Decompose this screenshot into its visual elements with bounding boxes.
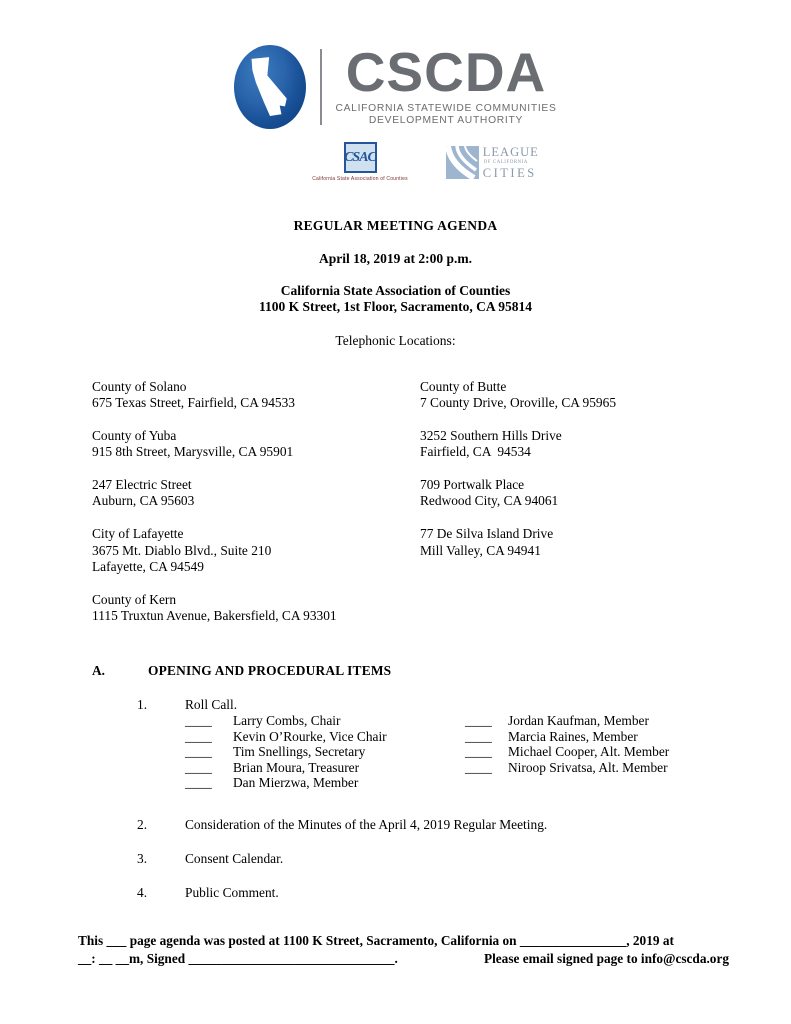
roll-call-blank: ____ <box>465 713 492 728</box>
roll-call-blank: ____ <box>185 713 212 728</box>
cscda-wordmark-block <box>335 41 557 127</box>
location-block: County of Solano 675 Texas Street, Fairfield, CA 94533 <box>92 379 295 411</box>
csac-logo <box>312 142 408 182</box>
location-block: County of Yuba 915 8th Street, Marysville, CA 95901 <box>92 428 294 460</box>
roll-call-blank: ____ <box>185 775 212 791</box>
league-line3: CITIES <box>482 166 537 181</box>
roll-call-row: ____ Tim Snellings, Secretary ____ Michael Cooper, Alt. Member <box>185 744 670 760</box>
section-letter: A. <box>92 663 106 678</box>
roll-call-blank: ____ <box>185 728 212 744</box>
roll-call-list <box>92 713 736 791</box>
agenda-item-2: 2. Consideration of the Minutes of the April 4, 2019 Regular Meeting. <box>137 816 548 832</box>
location-block: 247 Electric Street Auburn, CA 95603 <box>92 477 195 509</box>
league-swoosh-icon <box>446 146 479 179</box>
locations-left-column <box>92 379 420 641</box>
posting-line2-signed: __: __ __m, Signed _______________________________. <box>78 950 398 966</box>
cscda-tagline-line2: DEVELOPMENT AUTHORITY <box>368 115 524 126</box>
roll-call-row: ____ Brian Moura, Treasurer ____ Niroop Srivatsa, Alt. Member <box>185 759 668 775</box>
roll-call-blank: ____ <box>465 759 492 775</box>
agenda-item-1: 1. Roll Call. <box>137 697 238 712</box>
csac-acronym: CSAC <box>344 149 376 165</box>
venue-line1: California State Association of Counties <box>280 283 511 298</box>
section-title: OPENING AND PROCEDURAL ITEMS <box>148 663 392 678</box>
league-text <box>483 146 539 180</box>
roll-call-row: ____ Larry Combs, Chair ____ Jordan Kaufman, Member <box>185 713 649 728</box>
cscda-wordmark: CSCDA <box>345 41 547 103</box>
cscda-logo <box>234 41 557 129</box>
california-globe-icon <box>234 45 306 129</box>
meeting-venue <box>0 283 791 315</box>
roll-call-blank: ____ <box>465 728 492 744</box>
telephonic-locations <box>92 379 736 641</box>
agenda-item-4: 4. Public Comment. <box>137 884 279 900</box>
roll-call-row: ____ Dan Mierzwa, Member <box>185 775 359 791</box>
league-logo <box>446 146 539 180</box>
agenda-item-3: 3. Consent Calendar. <box>137 850 284 866</box>
page-title: REGULAR MEETING AGENDA <box>293 218 498 233</box>
posting-line1: This ___ page agenda was posted at 1100 K Street, Sacramento, California on ________________, 2019 at <box>78 933 674 948</box>
posting-notice <box>78 932 729 967</box>
section-heading <box>92 663 736 679</box>
roll-call-blank: ____ <box>185 744 212 760</box>
location-block: City of Lafayette 3675 Mt. Diablo Blvd., Suite 210 Lafayette, CA 94549 <box>92 526 272 574</box>
posting-line2-email: Please email signed page to info@cscda.org <box>483 950 729 966</box>
roll-call-blank: ____ <box>465 744 492 760</box>
league-line2: OF CALIFORNIA <box>483 159 528 165</box>
cscda-tagline <box>335 103 556 127</box>
venue-line2: 1100 K Street, 1st Floor, Sacramento, CA 95814 <box>259 299 532 314</box>
location-block: County of Kern 1115 Truxtun Avenue, Bakersfield, CA 93301 <box>92 591 337 623</box>
location-block: 709 Portwalk Place Redwood City, CA 94061 <box>420 477 559 509</box>
location-block: 77 De Silva Island Drive Mill Valley, CA 94941 <box>420 526 554 558</box>
location-block: 3252 Southern Hills Drive Fairfield, CA 94534 <box>420 428 562 460</box>
meeting-datetime: April 18, 2019 at 2:00 p.m. <box>319 251 472 266</box>
cscda-tagline-line1: CALIFORNIA STATEWIDE COMMUNITIES <box>335 103 557 114</box>
header-logos <box>0 41 791 182</box>
csac-caption: California State Association of Counties <box>312 176 408 182</box>
csac-logo-icon <box>344 142 377 173</box>
posting-line2 <box>78 950 729 968</box>
partner-logos <box>312 142 539 182</box>
roll-call-row: ____ Kevin O’Rourke, Vice Chair ____ Marcia Raines, Member <box>185 728 638 744</box>
league-line1: LEAGUE <box>482 145 539 159</box>
agenda-section-a <box>92 663 736 901</box>
roll-call-blank: ____ <box>185 759 212 775</box>
location-block: County of Butte 7 County Drive, Oroville, CA 95965 <box>420 379 617 411</box>
locations-right-column <box>420 379 736 641</box>
telephonic-locations-label: Telephonic Locations: <box>335 333 456 348</box>
document-header <box>0 218 791 349</box>
logo-divider <box>320 49 322 125</box>
